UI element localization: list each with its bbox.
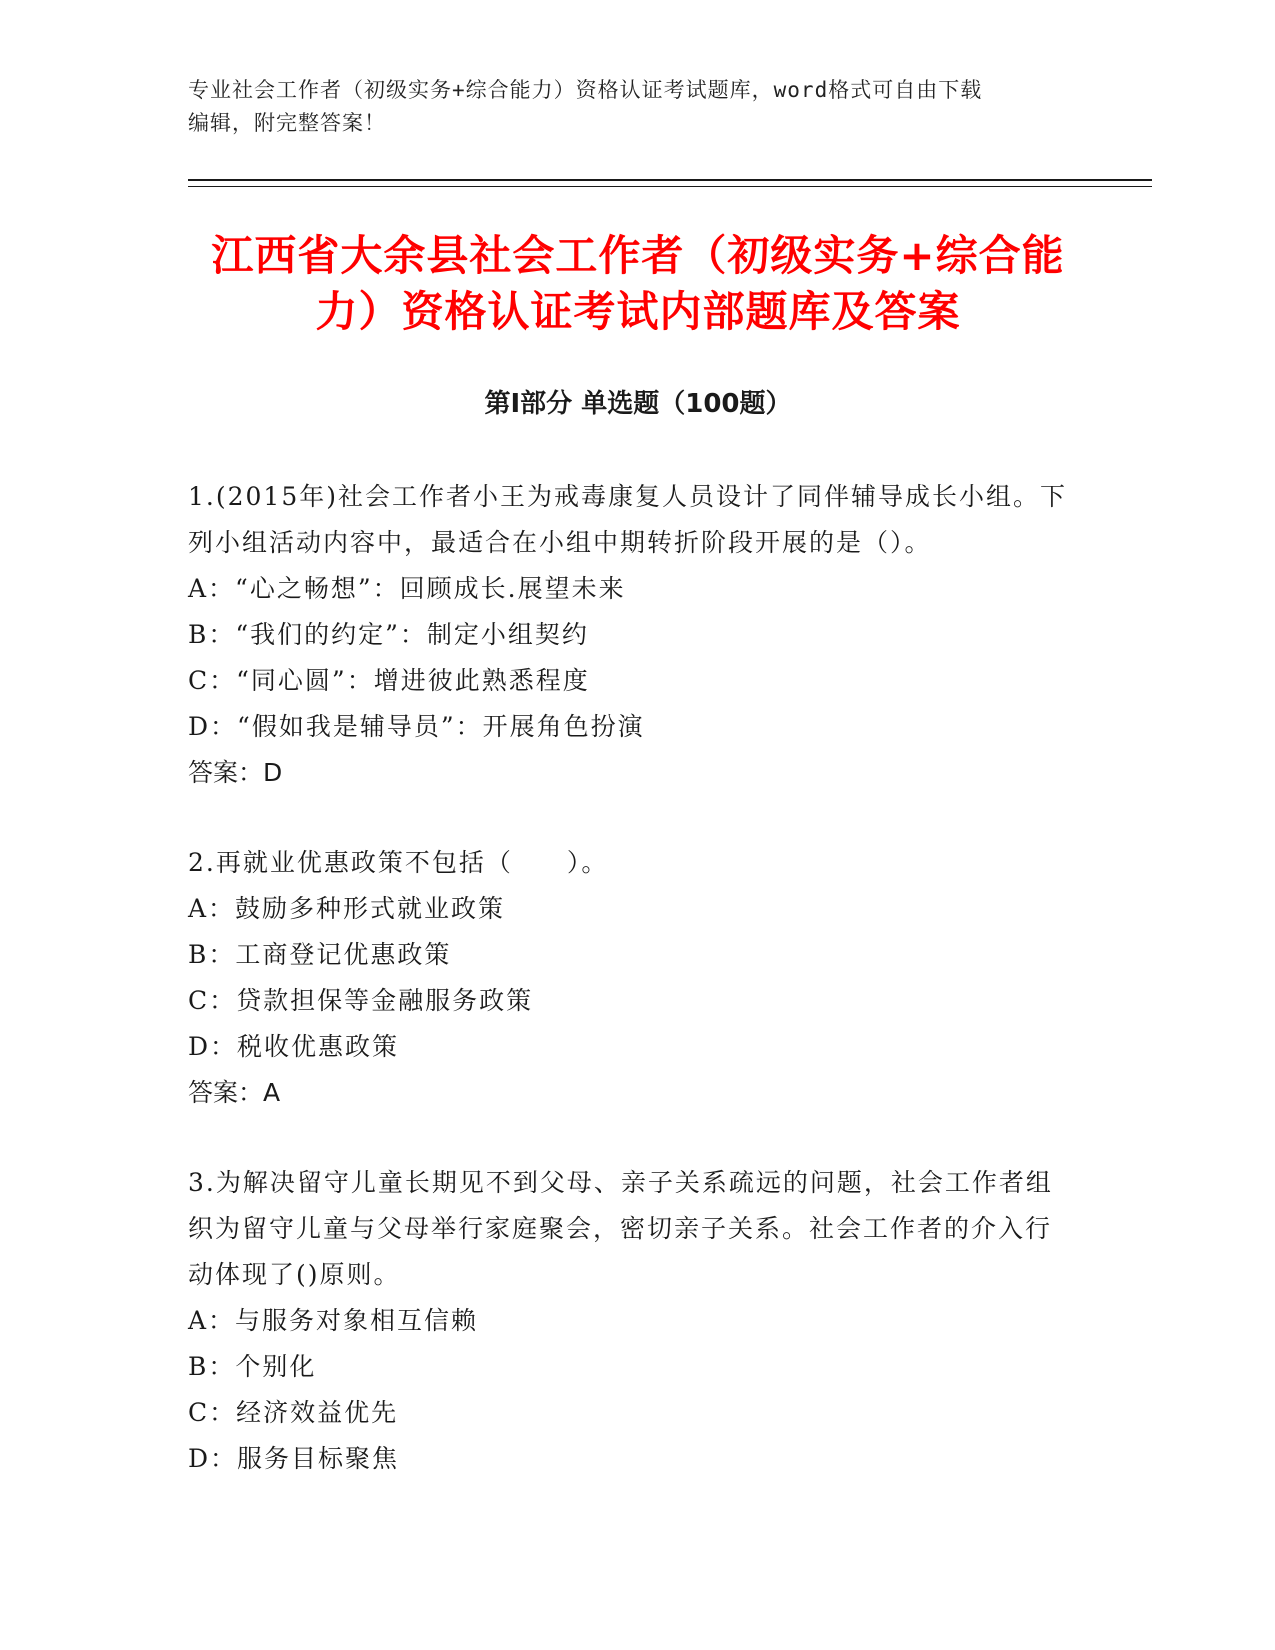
question-option-c: C：经济效益优先 (188, 1398, 399, 1427)
question-stem: 1.(2015年)社会工作者小王为戒毒康复人员设计了同伴辅导成长小组。下列小组活动内容中，最适合在小组中期转折阶段开展的是（）。 (188, 482, 1067, 557)
question-option-d: D：服务目标聚焦 (188, 1444, 400, 1473)
document-title (188, 228, 1088, 340)
section-heading: 第Ⅰ部分 单选题（100题） (484, 389, 792, 419)
question-option-a: A：鼓励多种形式就业政策 (188, 894, 506, 923)
header-rule-thin (188, 186, 1152, 187)
question-1 (188, 474, 1068, 796)
header-note (188, 74, 1088, 140)
header-note-line-2: 编辑，附完整答案！ (188, 111, 386, 135)
document-title-line-1: 江西省大余县社会工作者（初级实务+综合能 (211, 231, 1065, 280)
question-stem: 3.为解决留守儿童长期见不到父母、亲子关系疏远的问题，社会工作者组织为留守儿童与父母举行家庭聚会，密切亲子关系。社会工作者的介入行动体现了()原则。 (188, 1168, 1053, 1289)
question-option-a: A：与服务对象相互信赖 (188, 1306, 479, 1335)
question-list (188, 474, 1068, 1526)
header-rule-thick (188, 179, 1152, 181)
question-option-b: B：个别化 (188, 1352, 317, 1381)
document-title-line-2: 力）资格认证考试内部题库及答案 (315, 287, 961, 336)
question-answer: 答案：A (188, 1078, 281, 1107)
question-answer: 答案：D (188, 758, 283, 787)
question-option-b: B：“我们的约定”：制定小组契约 (188, 620, 589, 649)
question-option-d: D：税收优惠政策 (188, 1032, 400, 1061)
question-option-d: D：“假如我是辅导员”：开展角色扮演 (188, 712, 645, 741)
question-option-b: B：工商登记优惠政策 (188, 940, 452, 969)
question-stem: 2.再就业优惠政策不包括（ ）。 (188, 848, 609, 877)
question-2 (188, 840, 1068, 1116)
question-option-c: C：贷款担保等金融服务政策 (188, 986, 534, 1015)
question-3 (188, 1160, 1068, 1482)
header-note-line-1: 专业社会工作者（初级实务+综合能力）资格认证考试题库，word格式可自由下载 (188, 78, 983, 102)
question-option-c: C：“同心圆”：增进彼此熟悉程度 (188, 666, 590, 695)
question-option-a: A：“心之畅想”：回顾成长.展望未来 (188, 574, 626, 603)
